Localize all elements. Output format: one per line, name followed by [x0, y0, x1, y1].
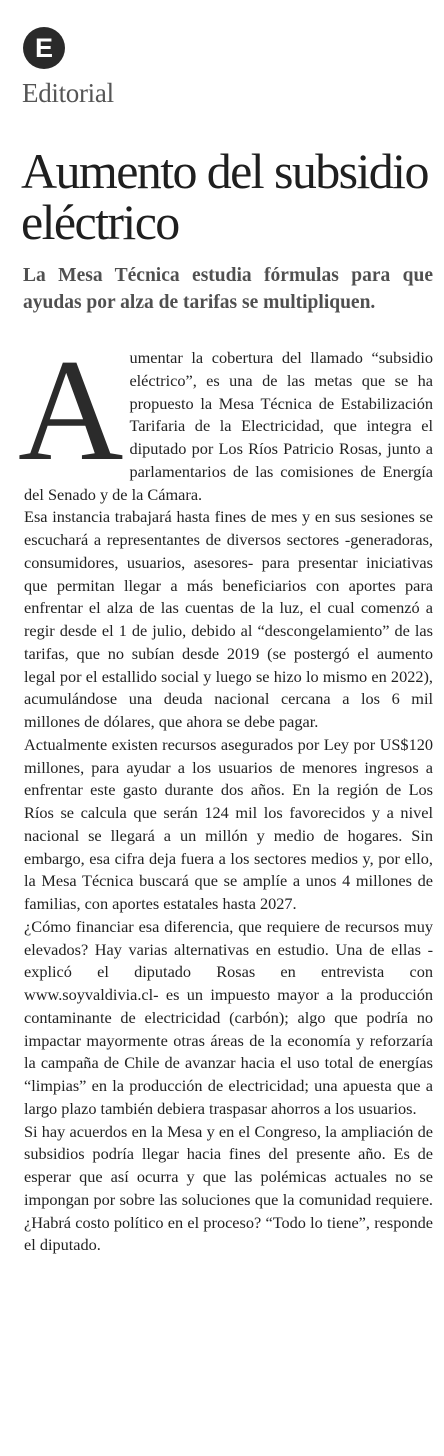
paragraph: ¿Cómo financiar esa diferencia, que requiere de recursos muy elevados? Hay varias alternativas en estudio. Una de ellas -explicó el diputado Rosas en entrevista con www.soyvaldivia.cl- es un impuesto mayor a la producción contaminante de electricidad (carbón); algo que podría no impactar mayormente otras áreas de la economía y reforzaría la campaña de Chile de avanzar hacia el uso total de energías “limpias” en la producción de electricidad; una apuesta que a largo plazo también debiera traspasar ahorros a los usuarios.	[24, 916, 433, 1118]
paragraph: Si hay acuerdos en la Mesa y en el Congreso, la ampliación de subsidios podría llegar hacia fines del presente año. Es de esperar que así ocurra y que las polémicas actuales no se impongan por sobre las soluciones que la comunidad requiere. ¿Habrá costo político en el proceso? “Todo lo tiene”, responde el diputado.	[24, 1121, 433, 1255]
paragraph-text: umentar la cobertura del llamado “subsidio eléctrico”, es una de las metas que se ha propuesto la Mesa Técnica de Estabilización Tarifaria de la Electricidad, que integra el diputado por Los Ríos Patricio Rosas, junto a parlamentarios de las comisiones de Energía del Senado y de la Cámara.	[24, 348, 433, 504]
article-body	[18, 329, 433, 1257]
section-label: Editorial	[22, 78, 114, 108]
article-subtitle: La Mesa Técnica estudia fórmulas para que ayudas por alza de tarifas se multipliquen.	[23, 265, 433, 313]
drop-cap: A	[18, 329, 124, 491]
paragraph: Esa instancia trabajará hasta fines de mes y en sus sesiones se escuchará a representantes de diversos sectores -generadoras, consumidores, usuarios, asesores- para presentar iniciativas que permitan llegar a más beneficiarios con aportes para enfrentar el alza de las cuentas de la luz, el cual comenzó a regir desde el 1 de julio, debido al “descongelamiento” de las tarifas, que no subían desde 2019 (se postergó el aumento legal por el estallido social y luego se hizo lo mismo en 2022), acumulándose una deuda nacional cercana a los 6 mil millones de dólares, que ahora se debe pagar.	[24, 507, 433, 731]
paragraph	[18, 329, 433, 506]
article-title: Aumento del subsidio eléctrico	[21, 143, 428, 250]
paragraph: Actualmente existen recursos asegurados por Ley por US$120 millones, para ayudar a los usuarios de menores ingresos a enfrentar este gasto durante dos años. En la región de Los Ríos se calcula que serán 124 mil los favorecidos y a nivel nacional se llegará a un millón y medio de hogares. Sin embargo, esa cifra deja fuera a los sectores medios y, por ello, la Mesa Técnica buscará que se amplíe a unos 4 millones de familias, con aportes estatales hasta 2027.	[24, 734, 433, 913]
section-logo-icon: E	[23, 27, 65, 69]
